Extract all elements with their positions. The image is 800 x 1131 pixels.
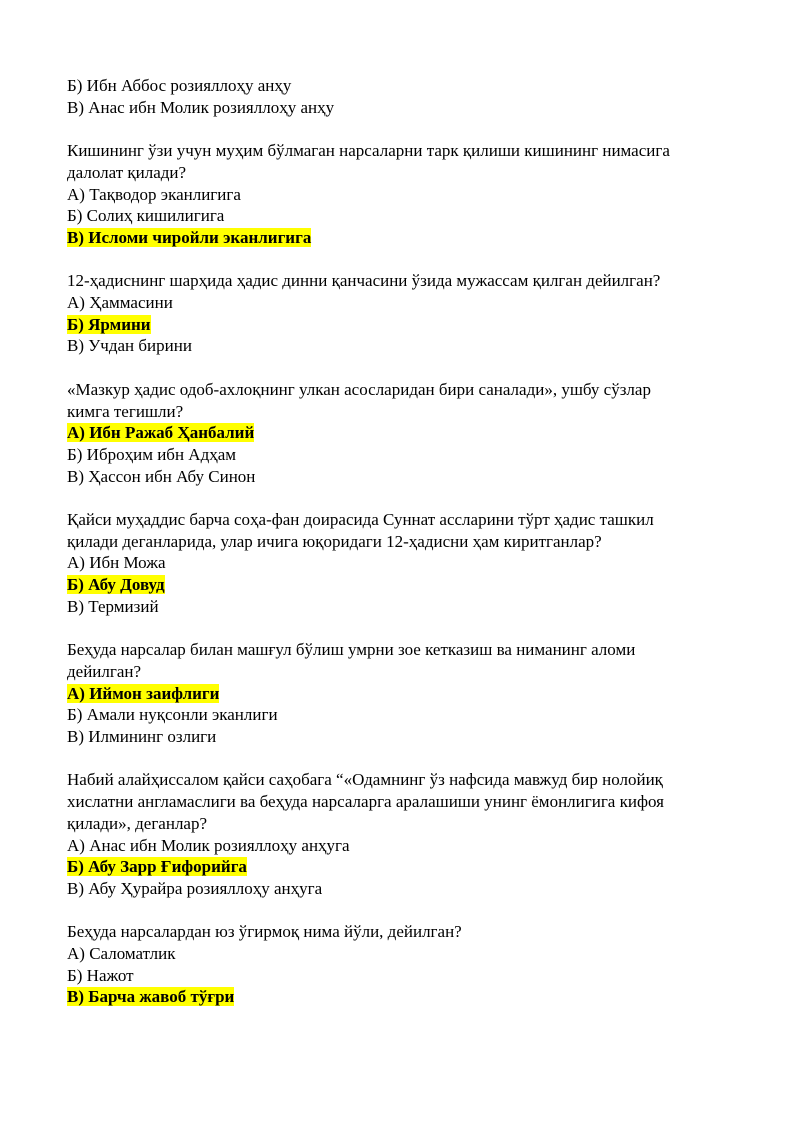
question-spacer [67,118,747,140]
question-text: кимга тегишли? [67,401,184,421]
option-line: А) Ибн Можа [67,553,166,573]
option-line: В) Абу Ҳурайра розияллоҳу анҳуга [67,878,323,898]
option-line: В) Анас ибн Молик розияллоҳу анҳу [67,97,335,117]
question-spacer [67,249,747,271]
question-text: Беҳуда нарсалар билан машғул бўлиш умрни зое кетказиш ва ниманинг аломи [67,640,636,660]
answer-highlight: Б) Абу Довуд [67,575,165,595]
question-block [67,270,747,357]
document-page [67,75,747,1008]
question-block [67,509,747,618]
correct-answer [67,314,747,336]
option-line: Б) Ибн Аббос розияллоҳу анҳу [67,76,292,95]
question-block [67,639,747,748]
question-text: 12-ҳадиснинг шарҳида ҳадис динни қанчасини ўзида мужассам қилган дейилган? [67,271,661,291]
correct-answer [67,683,747,705]
question-text: қилади деганларида, улар ичига юқоридаги 12-ҳадисни ҳам киритганлар? [67,531,602,551]
question-text: Беҳуда нарсалардан юз ўгирмоқ нима йўли, дейилган? [67,922,462,942]
option-line: В) Термизий [67,596,159,616]
option-line: Б) Иброҳим ибн Адҳам [67,444,237,464]
question-block [67,769,747,899]
answer-highlight: Б) Абу Зарр Ғифорийга [67,857,247,877]
question-text: Набий алайҳиссалом қайси саҳобага “«Одамнинг ўз нафсида мавжуд бир нолойиқ [67,770,663,790]
option-line: А) Саломатлик [67,944,176,964]
correct-answer [67,986,747,1008]
option-line: А) Ҳаммасини [67,293,173,312]
answer-highlight: Б) Ярмини [67,314,151,334]
answer-highlight: В) Исломи чиройли эканлигига [67,227,312,247]
question-text: далолат қилади? [67,162,187,182]
question-spacer [67,618,747,640]
correct-answer [67,856,747,878]
question-spacer [67,748,747,770]
answer-highlight: В) Барча жавоб тўғри [67,987,235,1007]
option-line: В) Учдан бирини [67,336,192,356]
question-block [67,140,747,249]
question-list [67,118,747,1008]
option-line: Б) Амали нуқсонли эканлиги [67,705,278,725]
question-text: «Мазкур ҳадис одоб-ахлоқнинг улкан асосларидан бири саналади», ушбу сўзлар [67,379,651,399]
answer-highlight: А) Ибн Ражаб Ҳанбалий [67,423,255,443]
option-line: Б) Солиҳ кишилигига [67,206,225,226]
question-spacer [67,357,747,379]
question-text: қилади», деганлар? [67,813,208,833]
correct-answer [67,422,747,444]
intro-options [67,75,747,118]
option-line: А) Анас ибн Молик розияллоҳу анҳуга [67,835,350,855]
option-line: А) Тақводор эканлигига [67,184,241,204]
question-spacer [67,487,747,509]
question-text: Кишининг ўзи учун муҳим бўлмаган нарсаларни тарк қилиши кишининг нимасига [67,141,670,161]
question-text: дейилган? [67,661,142,681]
correct-answer [67,227,747,249]
question-block [67,921,747,1008]
option-line: Б) Нажот [67,965,134,985]
correct-answer [67,574,747,596]
question-text: хислатни англамаслиги ва беҳуда нарсаларга аралашиши унинг ёмонлигига кифоя [67,792,664,812]
question-block [67,379,747,488]
question-text: Қайси муҳаддис барча соҳа-фан доирасида Суннат ассларини тўрт ҳадис ташкил [67,510,654,529]
answer-highlight: А) Иймон заифлиги [67,683,220,703]
option-line: В) Илмининг озлиги [67,727,217,747]
question-spacer [67,900,747,922]
option-line: В) Ҳассон ибн Абу Синон [67,466,256,486]
